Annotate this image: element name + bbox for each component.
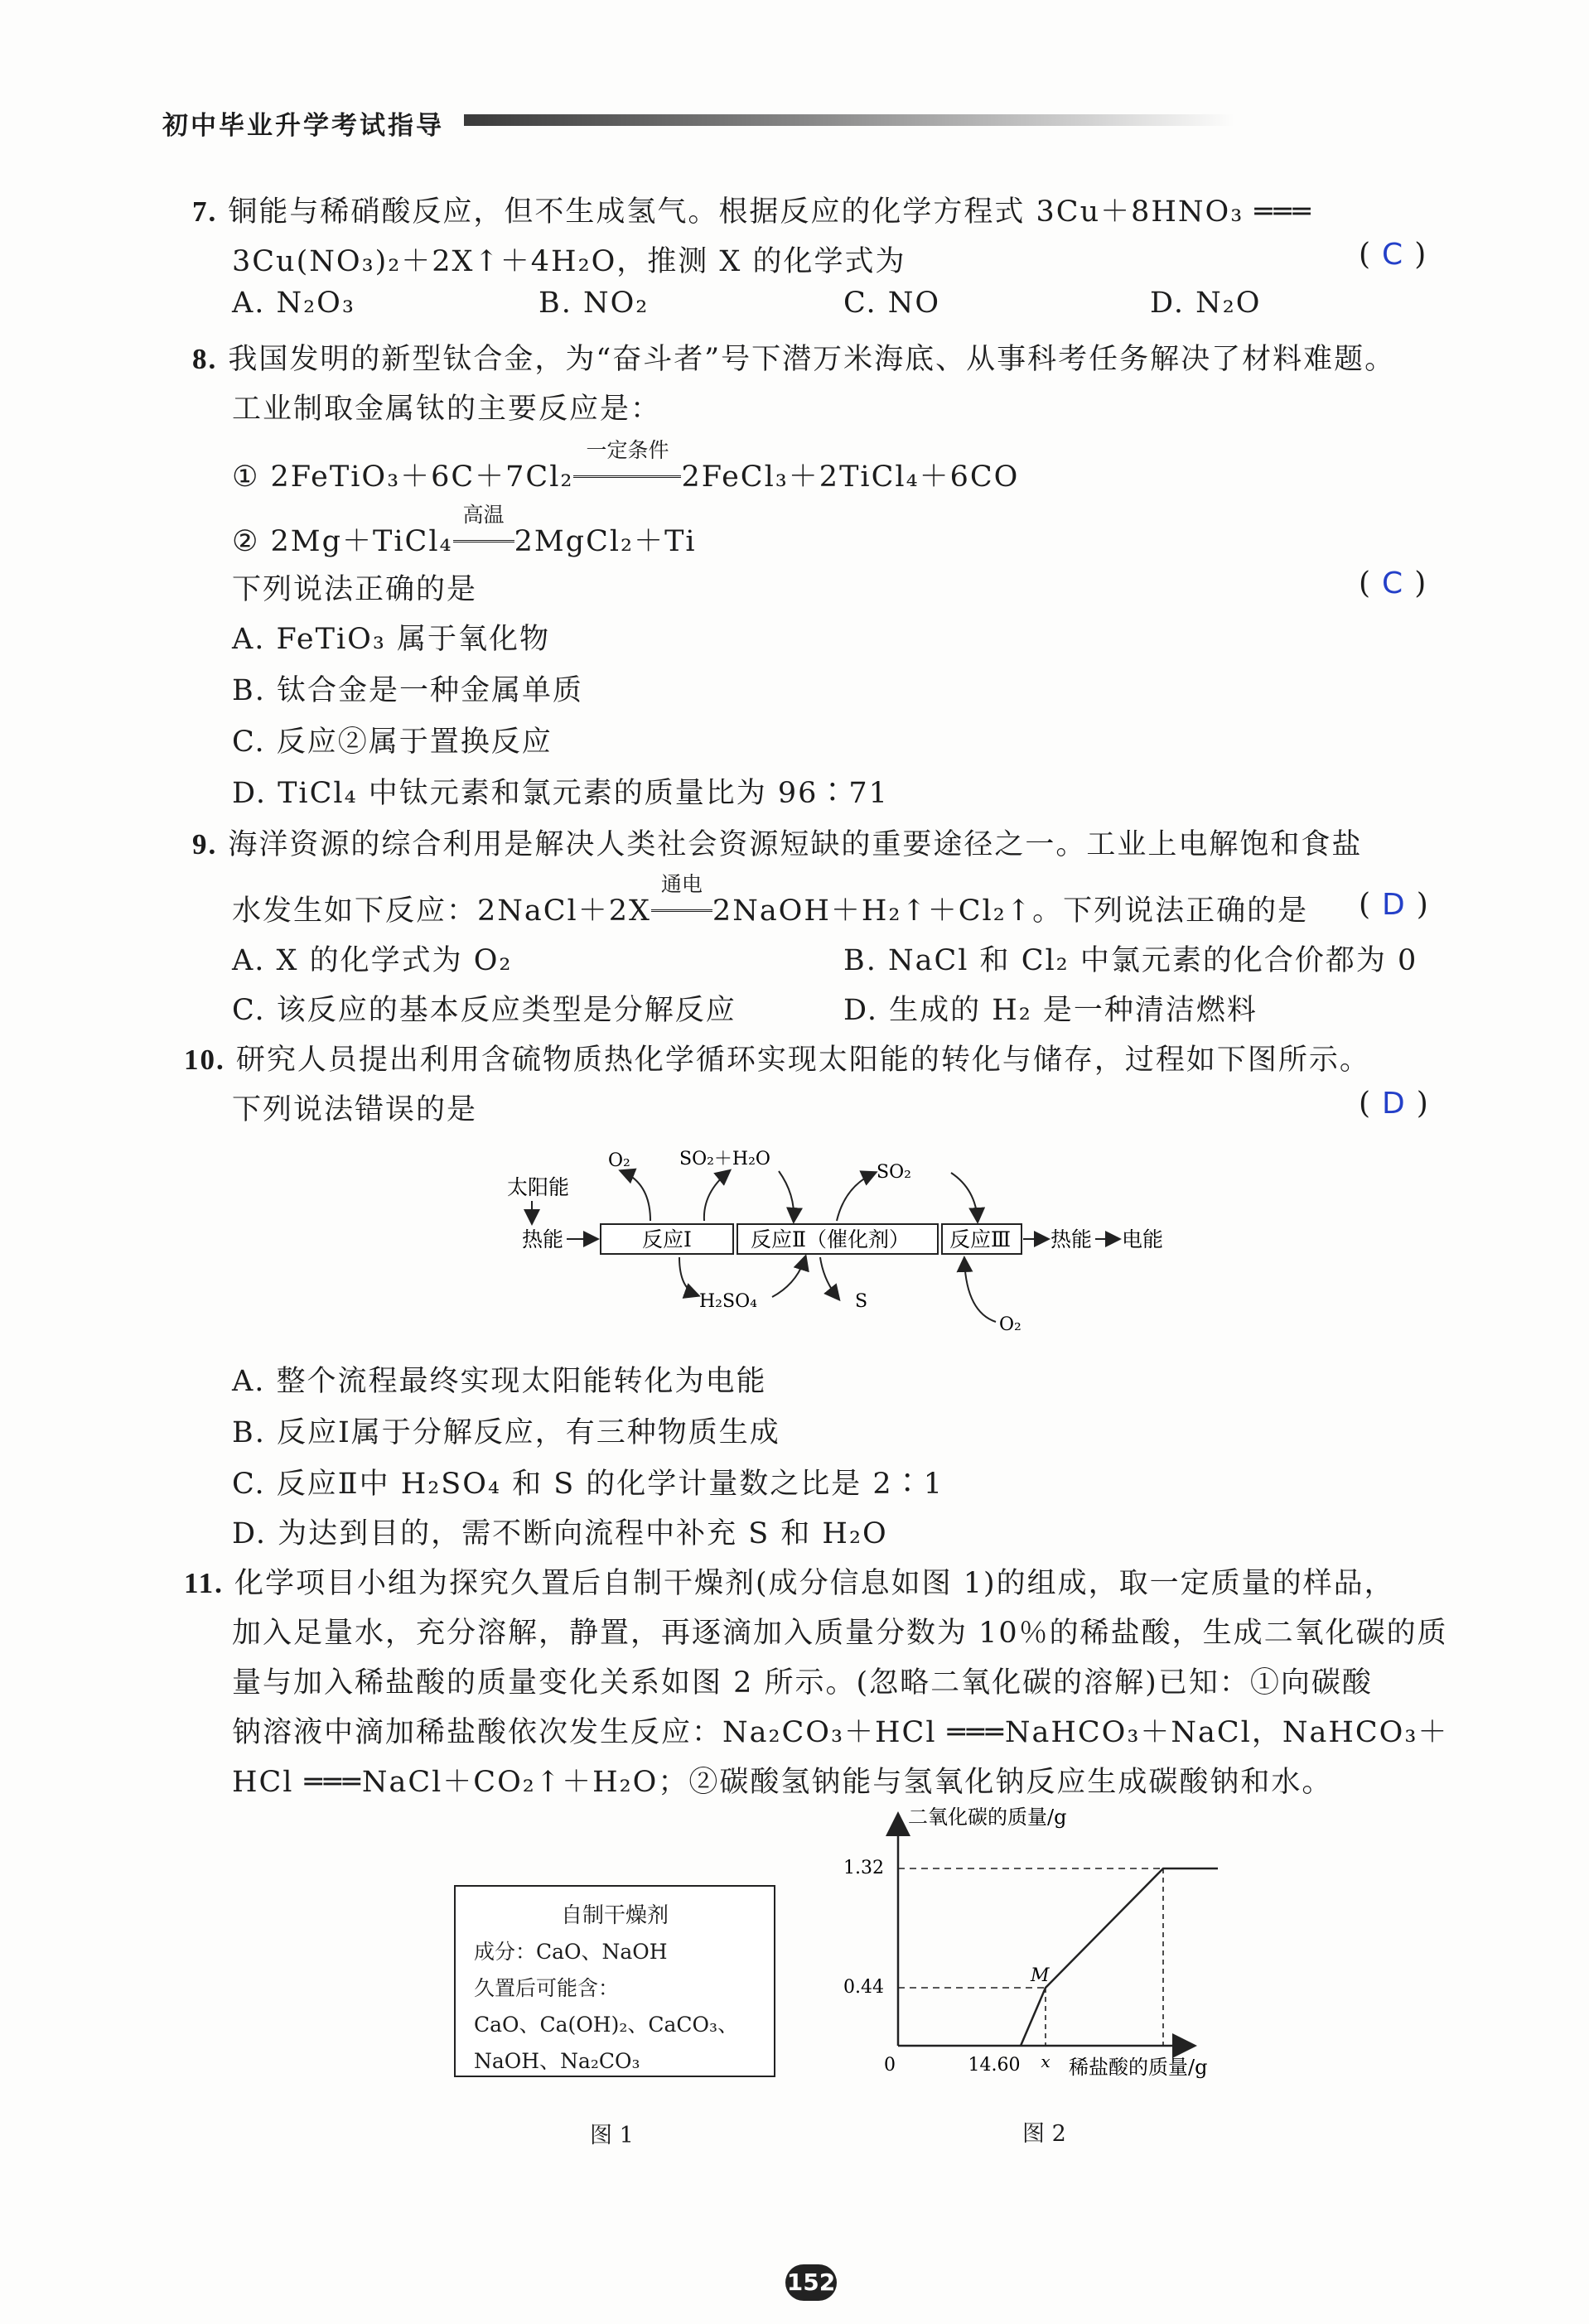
- q7-number: 7.: [192, 195, 218, 228]
- fig2-series-line: [1021, 1868, 1218, 2046]
- fig1-title: 自制干燥剂: [560, 1903, 669, 1928]
- q7-opt-d: D. N₂O: [1150, 287, 1262, 320]
- q10-reaction3-label: 反应Ⅲ: [949, 1227, 1012, 1251]
- q9-l2-right: 2NaOH＋H₂↑＋Cl₂↑。下列说法正确的是: [712, 894, 1309, 928]
- q8-line1: [192, 336, 1395, 378]
- fig1-line2: 久置后可能含：: [474, 1976, 620, 2000]
- q9-answer: ( D ): [1359, 888, 1428, 922]
- q8-r2-right: 2MgCl₂＋Ti: [514, 525, 697, 558]
- q10-so2h2o-arrow2: [779, 1171, 794, 1221]
- q10-h2so4-arrow1: [679, 1257, 698, 1295]
- fig2-point-m: M: [1031, 1965, 1050, 1986]
- fig2-xlabel: 稀盐酸的质量/g: [1069, 2056, 1208, 2079]
- q10-answer: ( D ): [1359, 1087, 1428, 1121]
- q8-opt-c: C. 反应②属于置换反应: [232, 726, 553, 759]
- q9-opt-d: D. 生成的 H₂ 是一种清洁燃料: [843, 994, 1258, 1027]
- q10-reaction1-label: 反应Ⅰ: [642, 1227, 692, 1251]
- q10-h2so4: H₂SO₄: [699, 1291, 757, 1312]
- q10-number: 10.: [184, 1044, 225, 1076]
- q8-r1-cond: 一定条件: [586, 438, 669, 462]
- q8-reaction1: [232, 438, 1020, 495]
- fig1-box: [454, 1885, 775, 2077]
- q8-r1-arrow: [573, 438, 681, 494]
- q11-text5: HCl ═══NaCl＋CO₂↑＋H₂O；②碳酸氢钠能与氢氧化钠反应生成碳酸钠和水。: [232, 1766, 1333, 1799]
- q10-s-arrow: [820, 1257, 838, 1299]
- fig2-xtick-1: x: [1041, 2052, 1050, 2071]
- q8-answer-value: C: [1382, 567, 1403, 600]
- q11-text4: 钠溶液中滴加稀盐酸依次发生反应：Na₂CO₃＋HCl ═══NaHCO₃＋NaCl，NaHCO₃＋: [232, 1716, 1449, 1749]
- q10-elec-label: 电能: [1122, 1227, 1164, 1251]
- q10-so2-arrow1: [837, 1173, 875, 1221]
- q10-opt-b: B. 反应Ⅰ属于分解反应，有三种物质生成: [232, 1416, 780, 1449]
- fig2-origin: 0: [884, 2055, 896, 2076]
- q8-opt-b: B. 钛合金是一种金属单质: [232, 674, 583, 707]
- q10-heat-label: 热能: [522, 1227, 564, 1251]
- q10-reaction2-label: 反应Ⅱ（催化剂）: [751, 1227, 910, 1251]
- q9-cond: 通电: [660, 872, 703, 896]
- q10-so2: SO₂: [877, 1162, 911, 1183]
- q10-text2: 下列说法错误的是: [232, 1093, 478, 1126]
- q7-answer: ( C ): [1359, 238, 1427, 272]
- q10-solar-label: 太阳能: [507, 1175, 570, 1199]
- q8-r1-right: 2FeCl₃＋2TiCl₄＋6CO: [681, 460, 1020, 494]
- header-rule: [464, 114, 1234, 126]
- q7-text1: 铜能与稀硝酸反应，但不生成氢气。根据反应的化学方程式 3Cu＋8HNO₃ ═══: [228, 195, 1312, 229]
- q7-opt-b: B. NO₂: [539, 287, 650, 320]
- q7-line1: [192, 189, 1312, 230]
- page-number: 152: [785, 2264, 837, 2301]
- q8-r2-cond: 高温: [462, 503, 505, 527]
- q10-s: S: [855, 1291, 868, 1312]
- q11-line1: [184, 1560, 1395, 1602]
- fig2-ytick-0: 0.44: [843, 1977, 884, 1998]
- q9-number: 9.: [192, 828, 218, 861]
- q11-number: 11.: [184, 1567, 224, 1599]
- q11-text1: 化学项目小组为探究久置后自制干燥剂(成分信息如图 1)的组成，取一定质量的样品，: [234, 1567, 1395, 1600]
- q7-opt-a: A. N₂O₃: [232, 287, 355, 320]
- q9-answer-value: D: [1382, 888, 1405, 922]
- q8-r1-left: ① 2FeTiO₃＋6C＋7Cl₂: [232, 460, 574, 494]
- q9-opt-b: B. NaCl 和 Cl₂ 中氯元素的化合价都为 0: [843, 944, 1418, 977]
- q9-text1: 海洋资源的综合利用是解决人类社会资源短缺的重要途径之一。工业上电解饱和食盐: [228, 828, 1363, 861]
- q9-l2-left: 水发生如下反应：2NaCl＋2X: [232, 894, 651, 928]
- running-header: 初中毕业升学考试指导: [162, 111, 444, 141]
- q8-reaction2: [232, 503, 697, 560]
- q9-opt-c: C. 该反应的基本反应类型是分解反应: [232, 994, 737, 1027]
- fig2-chart: [828, 1797, 1259, 2095]
- q10-h2so4-arrow2: [772, 1257, 805, 1297]
- fig1-line4: NaOH、Na₂CO₃: [474, 2049, 640, 2073]
- q8-opt-d: D. TiCl₄ 中钛元素和氯元素的质量比为 96∶71: [232, 777, 889, 810]
- q10-so2-arrow2: [951, 1173, 978, 1221]
- q8-opt-a: A. FeTiO₃ 属于氧化物: [232, 623, 550, 656]
- fig1-content: [474, 1934, 774, 2080]
- q8-number: 8.: [192, 343, 218, 375]
- q9-line2: [232, 872, 1309, 929]
- q10-o2-top-arrow: [621, 1171, 650, 1221]
- fig2-xtick-0: 14.60: [968, 2055, 1021, 2076]
- q10-opt-a: A. 整个流程最终实现太阳能转化为电能: [232, 1365, 767, 1398]
- q10-line1: [184, 1037, 1370, 1078]
- q10-o2-top: O₂: [608, 1150, 630, 1171]
- q8-text2: 工业制取金属钛的主要反应是：: [232, 393, 662, 426]
- q10-so2h2o: SO₂＋H₂O: [679, 1149, 770, 1169]
- q7-answer-value: C: [1382, 238, 1403, 272]
- fig2-ylabel: 二氧化碳的质量/g: [908, 1806, 1067, 1829]
- q10-answer-value: D: [1382, 1087, 1405, 1121]
- q10-flow-diagram: [481, 1135, 1193, 1342]
- q10-opt-c: C. 反应Ⅱ中 H₂SO₄ 和 S 的化学计量数之比是 2∶1: [232, 1468, 944, 1501]
- q10-text1: 研究人员提出利用含硫物质热化学循环实现太阳能的转化与储存，过程如下图所示。: [235, 1044, 1370, 1077]
- q10-heat2-label: 热能: [1050, 1227, 1093, 1251]
- q10-o2-bottom: O₂: [999, 1314, 1022, 1335]
- fig1-line3: CaO、Ca(OH)₂、CaCO₃、: [474, 2013, 739, 2037]
- q9-arrow: [651, 872, 712, 928]
- q11-text3: 量与加入稀盐酸的质量变化关系如图 2 所示。(忽略二氧化碳的溶解)已知：①向碳酸: [232, 1666, 1373, 1700]
- q10-o2-bottom-arrow: [964, 1259, 996, 1322]
- fig2-caption: 图 2: [1022, 2121, 1066, 2147]
- q10-opt-d: D. 为达到目的，需不断向流程中补充 S 和 H₂O: [232, 1517, 888, 1550]
- q9-opt-a: A. X 的化学式为 O₂: [232, 944, 513, 977]
- q7-opt-c: C. NO: [843, 287, 941, 320]
- q8-answer: ( C ): [1359, 567, 1427, 600]
- q8-text1: 我国发明的新型钛合金，为“奋斗者”号下潜万米海底、从事科考任务解决了材料难题。: [228, 343, 1396, 376]
- q8-stem: 下列说法正确的是: [232, 573, 478, 606]
- fig1-line1: 成分：CaO、NaOH: [474, 1940, 668, 1964]
- q9-line1: [192, 822, 1362, 863]
- q8-r2-arrow: [453, 503, 514, 558]
- q10-so2h2o-arrow1: [704, 1171, 729, 1221]
- fig1-caption: 图 1: [590, 2123, 634, 2148]
- q7-text2: 3Cu(NO₃)₂＋2X↑＋4H₂O，推测 X 的化学式为: [232, 245, 906, 278]
- fig2-ytick-1: 1.32: [843, 1858, 884, 1878]
- q11-text2: 加入足量水，充分溶解，静置，再逐滴加入质量分数为 10％的稀盐酸，生成二氧化碳的质: [232, 1617, 1448, 1650]
- q8-r2-left: ② 2Mg＋TiCl₄: [232, 525, 453, 558]
